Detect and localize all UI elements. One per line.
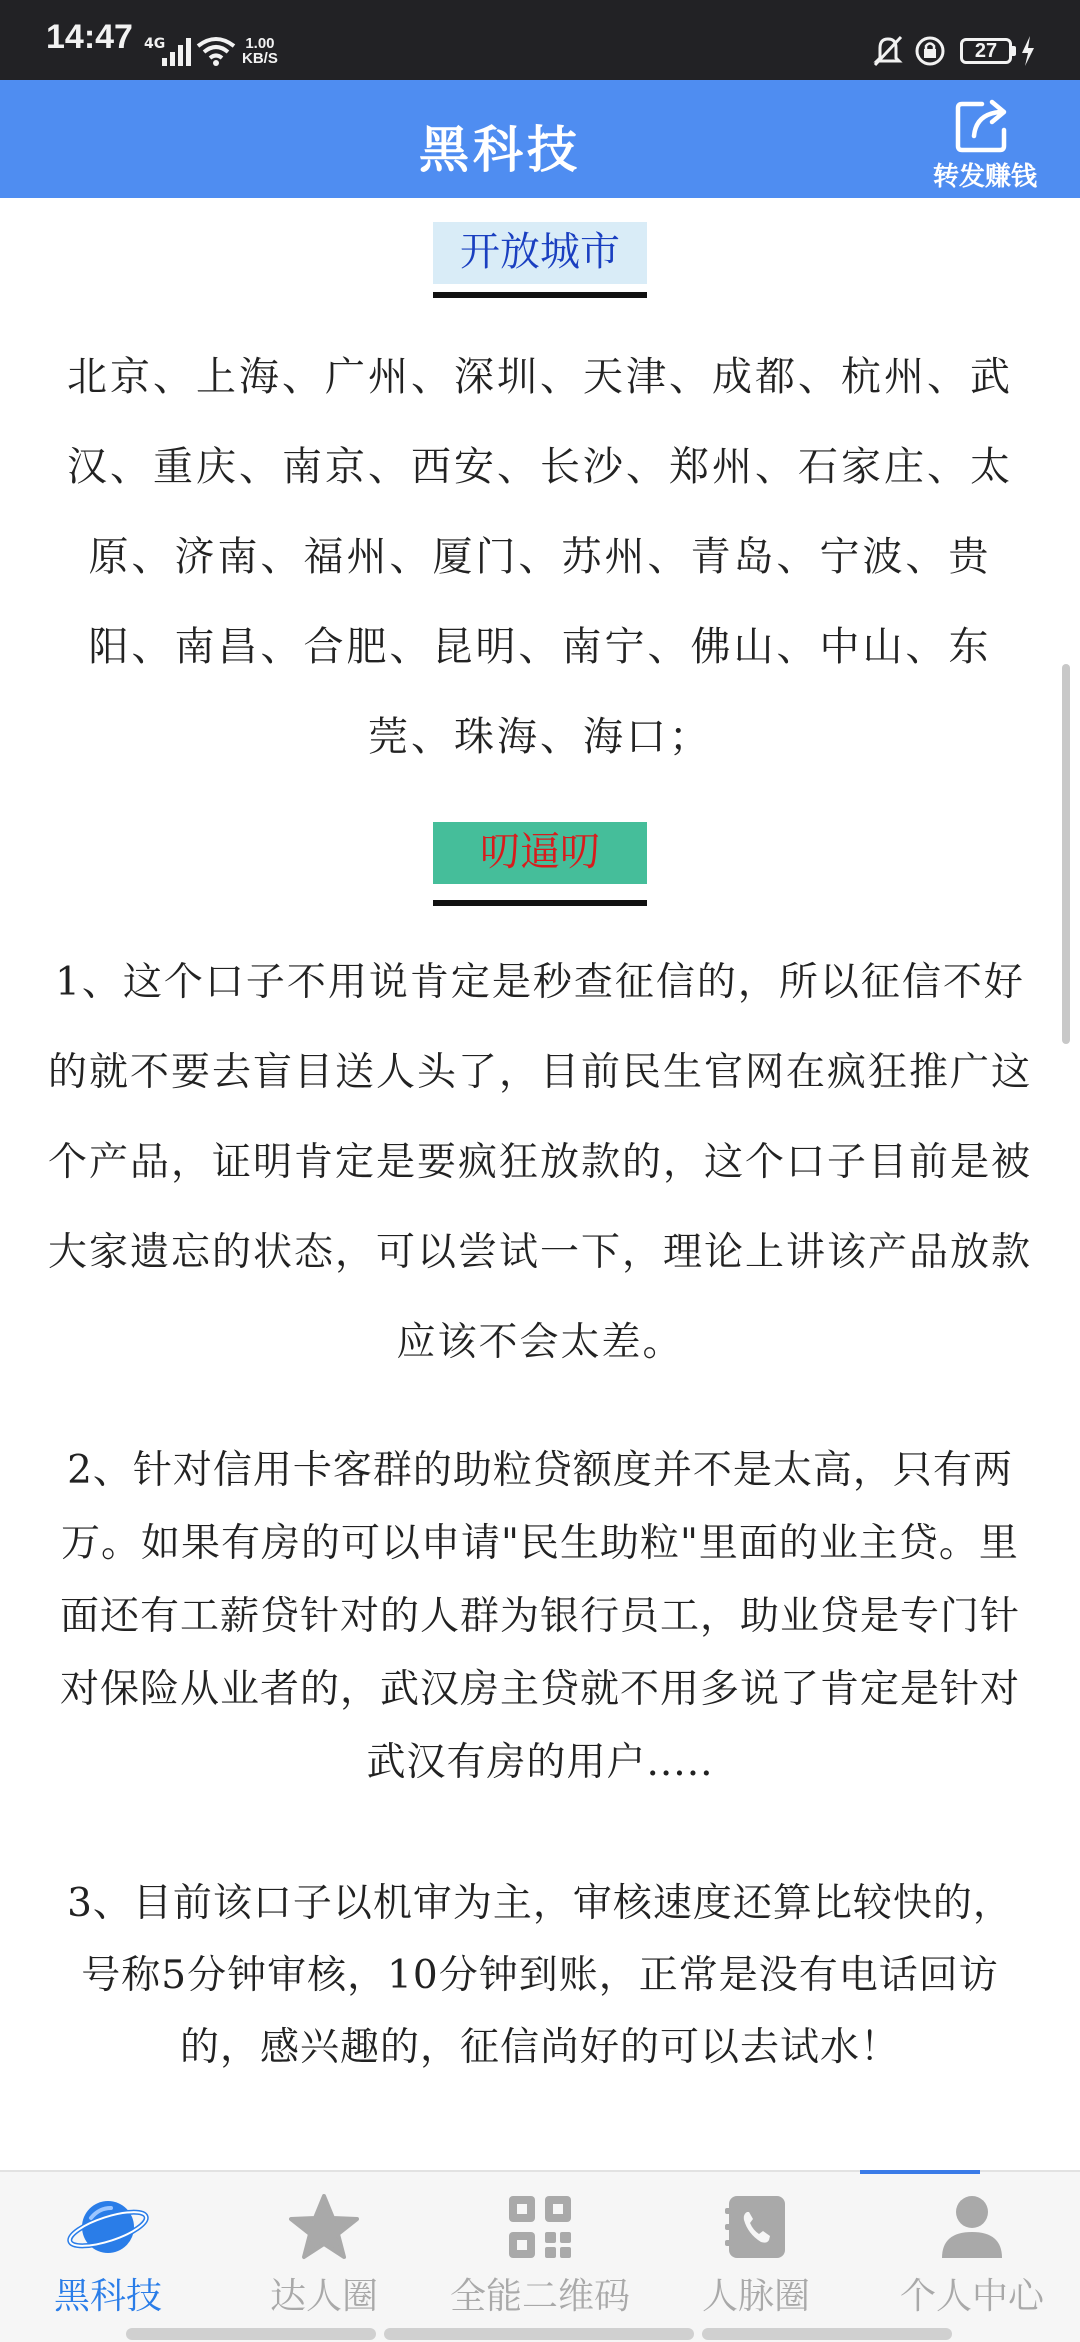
tab-personal-center[interactable]	[864, 2172, 1080, 2322]
paragraph-2: 2、针对信用卡客群的助粒贷额度并不是太高，只有两万。如果有房的可以申请"民生助粒"里面的业主贷。里面还有工薪贷针对的人群为银行员工，助业贷是专门针对保险从业者的，武汉房主贷就不用多说了肯定是针对武汉有房的用户.....	[59, 1448, 1020, 1785]
heading-underline	[433, 292, 647, 298]
share-icon	[954, 96, 1016, 154]
star-icon	[289, 2194, 359, 2260]
mute-bell-icon	[872, 34, 904, 68]
tab-label: 全能二维码	[449, 2276, 630, 2317]
battery-tip	[1012, 46, 1016, 56]
nav-gesture-bar	[126, 2328, 376, 2340]
app-bar	[0, 80, 1080, 198]
tab-label: 黑科技	[53, 2276, 162, 2317]
share-earn-button[interactable]	[918, 92, 1052, 192]
heading-underline	[433, 900, 647, 906]
signal-icon	[162, 38, 192, 66]
page-title: 黑科技	[419, 120, 581, 179]
person-icon	[940, 2194, 1004, 2260]
tab-hei-ke-ji[interactable]	[0, 2172, 216, 2322]
bottom-tab-bar	[0, 2170, 1080, 2342]
rotation-lock-icon	[914, 34, 946, 68]
heading-open-cities: 开放城市	[433, 222, 647, 284]
nav-gesture-bar	[702, 2328, 952, 2340]
phone-book-icon	[725, 2194, 787, 2260]
status-bar	[0, 0, 1080, 80]
tab-ren-mai-quan[interactable]	[648, 2172, 864, 2322]
network-type: 4G	[144, 36, 166, 52]
paragraph-3: 3、目前该口子以机审为主，审核速度还算比较快的，号称5分钟审核，10分钟到账，正常是没有电话回访的，感兴趣的，征信尚好的可以去试水！	[67, 1881, 1013, 2070]
tab-da-ren-quan[interactable]	[216, 2172, 432, 2322]
share-earn-label: 转发赚钱	[932, 162, 1037, 192]
cities-list-text: 北京、上海、广州、深圳、天津、成都、杭州、武汉、重庆、南京、西安、长沙、郑州、石家庄、太原、济南、福州、厦门、苏州、青岛、宁波、贵阳、南昌、合肥、昆明、南宁、佛山、中山、东莞、珠海、海口；	[67, 354, 1013, 760]
scrollbar[interactable]	[1062, 664, 1070, 1044]
speed-unit: KB/S	[242, 50, 278, 67]
heading-notes: 叨逼叨	[433, 822, 647, 884]
tab-label: 人脉圈	[701, 2276, 810, 2317]
battery-level: 27	[960, 38, 1012, 64]
tab-label: 个人中心	[899, 2276, 1044, 2317]
speed-value: 1.00	[245, 35, 275, 52]
tab-label: 达人圈	[269, 2276, 378, 2317]
network-speed	[242, 36, 278, 66]
paragraph-1: 1、这个口子不用说肯定是秒查征信的，所以征信不好的就不要去盲目送人头了，目前民生官网在疯狂推广这个产品，证明肯定是要疯狂放款的，这个口子目前是被大家遗忘的状态，可以尝试一下，理论上讲该产品放款应该不会太差。	[48, 960, 1033, 1365]
charging-icon	[1020, 36, 1036, 66]
wifi-icon	[196, 36, 236, 66]
tab-qr-code[interactable]	[432, 2172, 648, 2322]
qr-code-icon	[507, 2194, 573, 2260]
nav-gesture-bar	[384, 2328, 694, 2340]
article-content[interactable]	[0, 198, 1080, 2170]
status-time: 14:47	[46, 18, 133, 56]
planet-icon	[65, 2194, 151, 2260]
